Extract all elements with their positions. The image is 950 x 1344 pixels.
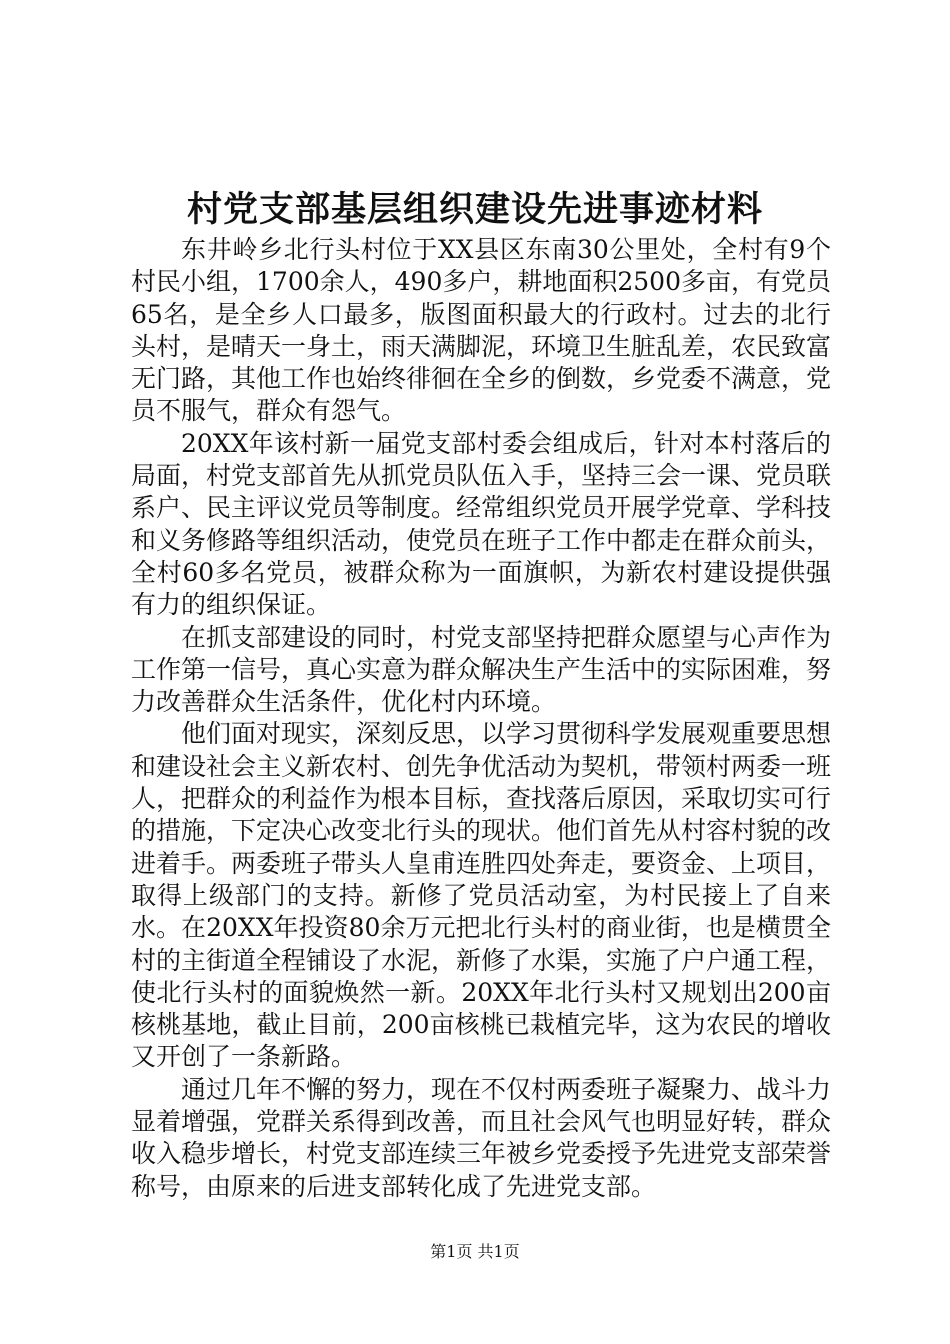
document-title: 村党支部基层组织建设先进事迹材料 — [186, 189, 763, 230]
paragraph-3: 在抓支部建设的同时，村党支部坚持把群众愿望与心声作为工作第一信号，真心实意为群众解决生产生活中的实际困难，努力改善群众生活条件，优化村内环境。 — [131, 622, 832, 717]
page-footer: 第1页 共1页 — [430, 1242, 520, 1261]
document-body — [131, 234, 831, 1203]
paragraph-1: 东井岭乡北行头村位于XX县区东南30公里处，全村有9个村民小组，1700余人，490多户，耕地面积2500多亩，有党员65名，是全乡人口最多，版图面积最大的行政村。过去的北行头村，是晴天一身土，雨天满脚泥，环境卫生脏乱差，农民致富无门路，其他工作也始终徘徊在全乡的倒数，乡党委不满意，党员不服气，群众有怨气。 — [131, 235, 832, 426]
paragraph-2: 20XX年该村新一届党支部村委会组成后，针对本村落后的局面，村党支部首先从抓党员队伍入手，坚持三会一课、党员联系户、民主评议党员等制度。经常组织党员开展学党章、学科技和义务修路等组织活动，使党员在班子工作中都走在群众前头，全村60多名党员，被群众称为一面旗帜，为新农村建设提供强有力的组织保证。 — [131, 428, 832, 620]
paragraph-5: 通过几年不懈的努力，现在不仅村两委班子凝聚力、战斗力显着增强，党群关系得到改善，而且社会风气也明显好转，群众收入稳步增长，村党支部连续三年被乡党委授予先进党支部荣誉称号，由原来的后进支部转化成了先进党支部。 — [131, 1074, 832, 1201]
paragraph-4: 他们面对现实，深刻反思，以学习贯彻科学发展观重要思想和建设社会主义新农村、创先争优活动为契机，带领村两委一班人，把群众的利益作为根本目标，查找落后原因，采取切实可行的措施，下定决心改变北行头的现状。他们首先从村容村貌的改进着手。两委班子带头人皇甫连胜四处奔走，要资金、上项目，取得上级部门的支持。新修了党员活动室，为村民接上了自来水。在20XX年投资80余万元把北行头村的商业街，也是横贯全村的主街道全程铺设了水泥，新修了水渠，实施了户户通工程，使北行头村的面貌焕然一新。20XX年北行头村又规划出200亩核桃基地，截止目前，200亩核桃已栽植完毕，这为农民的增收又开创了一条新路。 — [131, 719, 832, 1072]
